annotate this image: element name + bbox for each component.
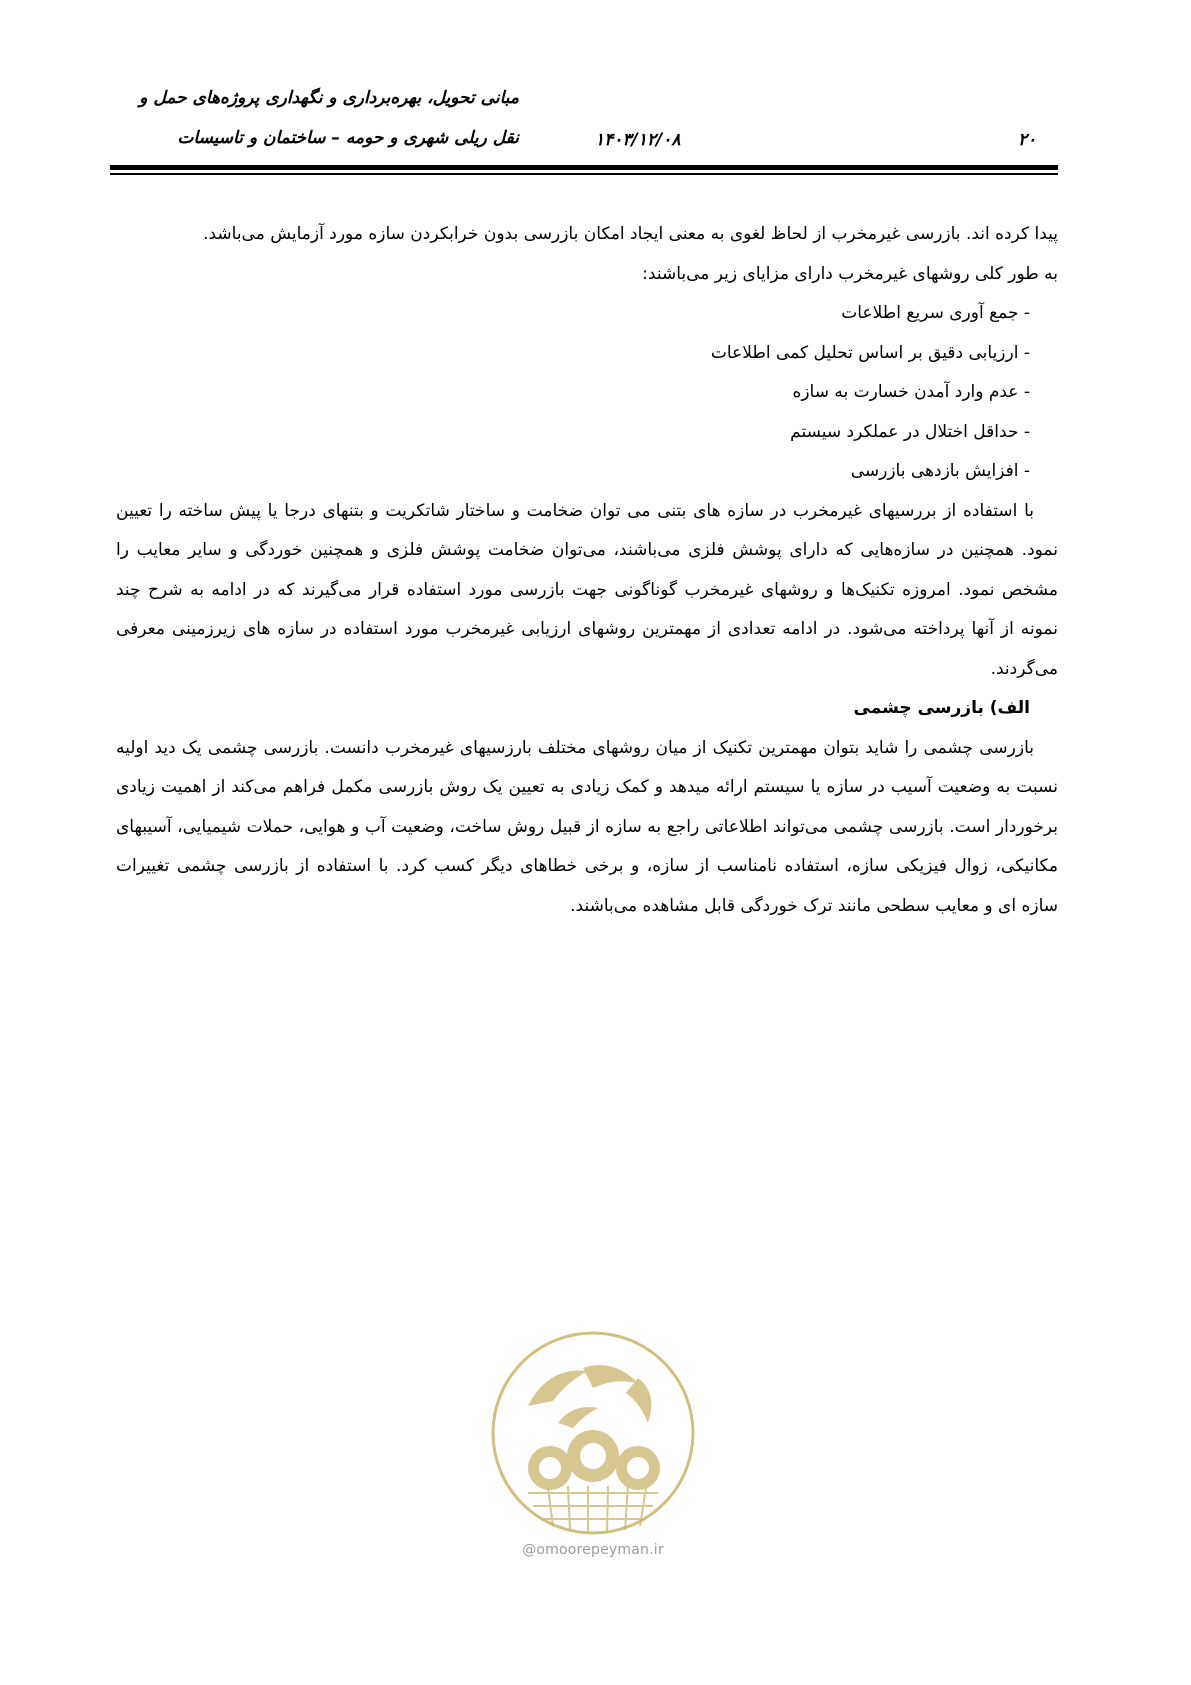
page-number: ۲۰ bbox=[1018, 130, 1037, 150]
intro-line-1: پیدا کرده اند. بازرسی غیرمخرب از لحاظ لغوی به معنی ایجاد امکان بازرسی بدون خرابکردن سازه مورد آزمایش می‌باشد. bbox=[203, 224, 1058, 244]
list-item: - حداقل اختلال در عملکرد سیستم bbox=[790, 421, 1030, 442]
advantages-list bbox=[116, 294, 1058, 492]
list-item: - ارزیابی دقیق بر اساس تحلیل کمی اطلاعات bbox=[710, 342, 1030, 363]
list-item: - عدم وارد آمدن خسارت به سازه bbox=[792, 382, 1030, 402]
omoorepeyman-logo-icon bbox=[488, 1328, 698, 1538]
header-title-line1: مبانی تحویل، بهره‌برداری و نگهداری پروژه‌های حمل و bbox=[139, 88, 519, 108]
body-content bbox=[116, 215, 1058, 926]
paragraph-visual-inspection: بازرسی چشمی را شاید بتوان مهمترین تکنیک از میان روشهای مختلف بارزسیهای غیرمخرب دانست. بازرسی چشمی یک دید اولیه نسبت به وضعیت آسیب در سازه یا سیستم ارائه میدهد و کمک زیادی به تعیین یک روش بازرسی مکمل فراهم می‌کند از اهمیت زیادی برخوردار است. بازرسی چشمی می‌تواند اطلاعاتی راجع به سازه از قبیل روش ساخت، وضعیت آب و هوایی، حملات شیمیایی، آسیبهای مکانیکی، زوال فیزیکی سازه، استفاده نامناسب از سازه، و برخی خطاهای دیگر کسب کرد. با استفاده از بازرسی چشمی تغییرات سازه ای و معایب سطحی مانند ترک خوردگی قابل مشاهده می‌باشند. bbox=[116, 737, 1058, 916]
intro-line-2: به طور کلی روشهای غیرمخرب دارای مزایای زیر می‌باشند: bbox=[642, 263, 1058, 284]
paragraph-ndt-concrete: با استفاده از بررسیهای غیرمخرب در سازه های بتنی می توان ضخامت و ساختار شاتکریت و بتنهای درجا یا پیش ساخته را تعیین نمود. همچنین در سازه‌هایی که دارای پوشش فلزی می‌باشند، می‌توان ضخامت پوشش فلزی و همچنین خوردگی و سایر معایب را مشخص نمود. امروزه تکنیک‌ها و روشهای غیرمخرب گوناگونی جهت بازرسی مورد استفاده قرار می‌گیرند که در ادامه به شرح چند نمونه از آنها پرداخته می‌شود. در ادامه تعدادی از مهمترین روشهای ارزیابی غیرمخرب مورد استفاده در سازه های زیرزمینی معرفی می‌گردند. bbox=[116, 500, 1058, 679]
section-heading: الف) بازرسی چشمی bbox=[853, 698, 1030, 718]
watermark-url: @omoorepeyman.ir bbox=[522, 1542, 664, 1558]
list-item: - افزایش بازدهی بازرسی bbox=[850, 461, 1030, 481]
header-date: ۱۴۰۳/۱۲/۰۸ bbox=[595, 130, 681, 150]
header-rule-thick bbox=[110, 165, 1058, 170]
header-title-line2: نقل ریلی شهری و حومه – ساختمان و تاسیسات bbox=[177, 128, 519, 148]
header-rule-thin bbox=[110, 173, 1058, 175]
list-item: - جمع آوری سریع اطلاعات bbox=[841, 303, 1030, 323]
